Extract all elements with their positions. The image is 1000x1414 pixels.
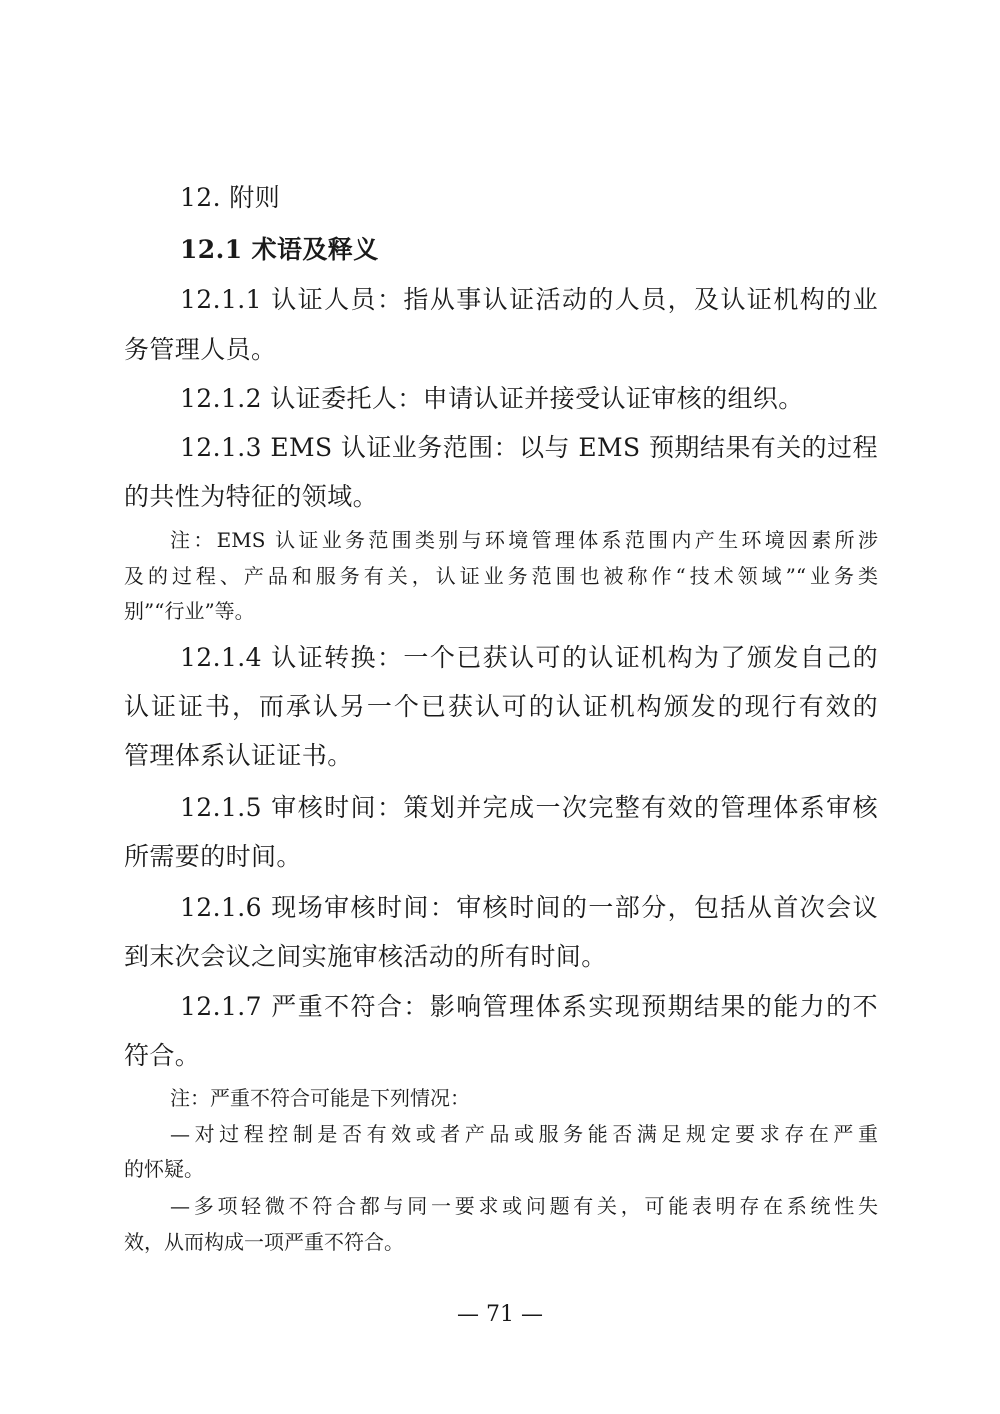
note-major-bullet1-line1: —对过程控制是否有效或者产品或服务能否满足规定要求存在严重 [170, 1122, 878, 1146]
term-12-1-5-line1: 12.1.5 审核时间：策划并完成一次完整有效的管理体系审核 [180, 793, 878, 822]
note-major-bullet1-line2: 的怀疑。 [124, 1157, 204, 1181]
term-12-1-1-line2: 务管理人员。 [124, 335, 277, 364]
note-ems-line2: 及的过程、产品和服务有关，认证业务范围也被称作“技术领域”“业务类 [124, 564, 878, 588]
note-ems-line3: 别”“行业”等。 [124, 599, 255, 623]
term-12-1-6-line1: 12.1.6 现场审核时间：审核时间的一部分，包括从首次会议 [180, 893, 878, 922]
section-heading: 12. 附则 [180, 183, 281, 212]
note-major-bullet2-line1: —多项轻微不符合都与同一要求或问题有关，可能表明存在系统性失 [170, 1194, 878, 1218]
note-major-bullet2-line2: 效，从而构成一项严重不符合。 [124, 1230, 404, 1254]
term-12-1-6-line2: 到末次会议之间实施审核活动的所有时间。 [124, 942, 607, 971]
term-12-1-7-line1: 12.1.7 严重不符合：影响管理体系实现预期结果的能力的不 [180, 992, 878, 1021]
term-12-1-3-line2: 的共性为特征的领域。 [124, 482, 379, 511]
note-major-intro: 注：严重不符合可能是下列情况： [170, 1086, 470, 1110]
term-12-1-1-line1: 12.1.1 认证人员：指从事认证活动的人员，及认证机构的业 [180, 285, 878, 314]
term-12-1-5-line2: 所需要的时间。 [124, 842, 302, 871]
term-12-1-2-line1: 12.1.2 认证委托人：申请认证并接受认证审核的组织。 [180, 384, 804, 413]
term-12-1-4-line2: 认证证书，而承认另一个已获认可的认证机构颁发的现行有效的 [124, 692, 878, 721]
note-ems-line1: 注：EMS 认证业务范围类别与环境管理体系范围内产生环境因素所涉 [170, 528, 878, 552]
page-number: — 71 — [457, 1302, 543, 1327]
term-12-1-3-line1: 12.1.3 EMS 认证业务范围：以与 EMS 预期结果有关的过程 [180, 433, 878, 462]
term-12-1-4-line3: 管理体系认证证书。 [124, 741, 353, 770]
term-12-1-7-line2: 符合。 [124, 1041, 201, 1070]
subsection-heading: 12.1 术语及释义 [180, 235, 379, 264]
term-12-1-4-line1: 12.1.4 认证转换：一个已获认可的认证机构为了颁发自己的 [180, 643, 878, 672]
